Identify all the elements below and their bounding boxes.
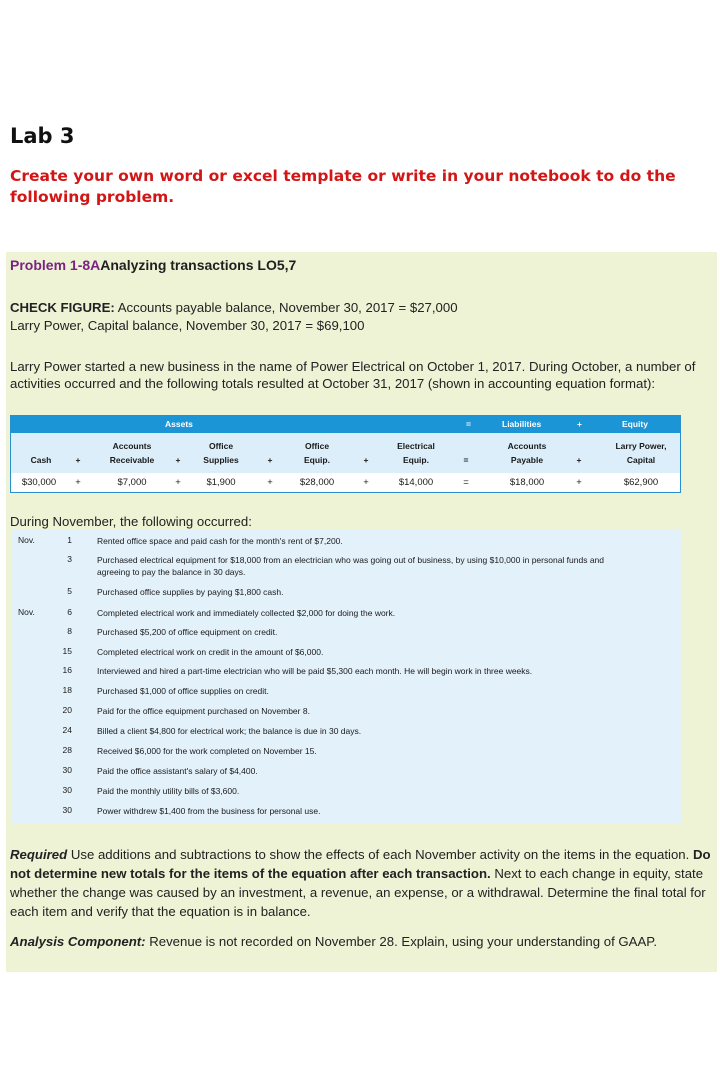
col-ar-l2: Receivable	[109, 455, 155, 465]
analysis-text: Revenue is not recorded on November 28. Explain, using your understanding of GAAP.	[149, 934, 658, 949]
op-6: +	[576, 455, 582, 465]
problem-panel	[6, 252, 717, 842]
transaction-text: Completed electrical work on credit in the amount of $6,000.	[97, 647, 324, 657]
transaction-day: 8	[67, 626, 72, 636]
problem-intro: Larry Power started a new business in the name of Power Electrical on October 1, 2017. During October, a number of activities occurred and the following totals resulted at October 31, 2017 (shown in accounting equation format):	[10, 359, 696, 391]
required-text-1: Use additions and subtractions to show the effects of each November activity on the items in the equation.	[70, 847, 690, 862]
col-ap-l1: Accounts	[507, 441, 547, 451]
col-cap-l2: Capital	[626, 455, 656, 465]
col-oe-l1: Office	[304, 441, 330, 451]
transaction-text: Interviewed and hired a part-time electrician who will be paid $5,300 each month. He will begin work in three weeks.	[97, 666, 533, 676]
val-op-2: +	[175, 477, 181, 488]
instructions-text: Create your own word or excel template or write in your notebook to do the following problem.	[10, 167, 676, 206]
transaction-text: Purchased $1,000 of office supplies on credit.	[97, 686, 269, 696]
col-ee-l1: Electrical	[397, 441, 435, 451]
during-november-label: During November, the following occurred:	[10, 514, 252, 529]
header-plus: +	[577, 419, 582, 429]
val-cap: $62,900	[623, 477, 659, 488]
required-text	[10, 845, 716, 921]
transaction-text: Purchased $5,200 of office equipment on credit.	[97, 627, 278, 637]
header-equals: =	[466, 419, 471, 429]
liabilities-header: Liabilities	[502, 419, 542, 429]
transaction-day: 18	[62, 685, 72, 695]
col-ap-l2: Payable	[510, 455, 544, 465]
equity-header: Equity	[622, 419, 648, 429]
val-oe: $28,000	[299, 477, 335, 488]
val-op-3: +	[267, 477, 273, 488]
transaction-day: 30	[62, 765, 72, 775]
transaction-text: Power withdrew $1,400 from the business for personal use.	[97, 806, 321, 816]
transaction-day: 1	[67, 535, 72, 545]
check-label: CHECK FIGURE:	[10, 300, 115, 315]
transaction-month: Nov.	[18, 607, 35, 617]
required-text-2: Next to each change in equity, state whether the change was caused by an investment, a revenue, an expense, or a withdrawal. Determine the final total for each item and verify that the equation is in balance.	[10, 866, 706, 919]
val-op-5: =	[463, 477, 469, 488]
problem-number: Problem 1-8A	[10, 257, 101, 273]
transaction-day: 16	[62, 665, 72, 675]
transaction-day: 30	[62, 805, 72, 815]
assets-header: Assets	[165, 419, 193, 429]
transactions-list	[12, 530, 681, 824]
analysis-label: Analysis Component:	[10, 934, 146, 949]
op-1: +	[75, 455, 81, 465]
problem-title: Analyzing transactions LO5,7	[100, 257, 297, 273]
check-line-1: Accounts payable balance, November 30, 2017 = $27,000	[117, 300, 458, 315]
check-line-2: Larry Power, Capital balance, November 30, 2017 = $69,100	[10, 318, 365, 333]
transaction-text: Rented office space and paid cash for the month's rent of $7,200.	[97, 536, 343, 546]
val-cash: $30,000	[21, 477, 57, 488]
transaction-text: Received $6,000 for the work completed on November 15.	[97, 746, 317, 756]
val-op-6: +	[576, 477, 582, 488]
val-os: $1,900	[206, 477, 236, 488]
val-ap: $18,000	[509, 477, 545, 488]
transaction-text: Paid for the office equipment purchased on November 8.	[97, 706, 310, 716]
transaction-text: Paid the office assistant's salary of $4,400.	[97, 766, 258, 776]
required-label: Required	[10, 847, 68, 862]
transaction-text: Purchased office supplies by paying $1,800 cash.	[97, 587, 284, 597]
col-cash-l2: Cash	[30, 455, 52, 465]
col-os-l1: Office	[208, 441, 234, 451]
val-ee: $14,000	[398, 477, 434, 488]
col-os-l2: Supplies	[203, 455, 239, 465]
transaction-day: 15	[62, 646, 72, 656]
equation-values	[11, 473, 680, 492]
accounting-equation-table	[10, 415, 681, 493]
transaction-day: 3	[67, 554, 72, 564]
transaction-text: Purchased electrical equipment for $18,000 from an electrician who was going out of business, by using $10,000 in personal funds and agreeing to pay the balance in 30 days.	[97, 555, 605, 577]
required-bold: Do not determine new totals for the items of the equation after each transaction.	[10, 847, 711, 881]
col-cap-l1: Larry Power,	[615, 441, 667, 451]
op-5: =	[463, 455, 469, 465]
val-ar: $7,000	[117, 477, 147, 488]
problem-heading	[10, 257, 296, 273]
val-op-4: +	[363, 477, 369, 488]
col-ee-l2: Equip.	[403, 455, 429, 465]
op-3: +	[267, 455, 273, 465]
transaction-text: Completed electrical work and immediately collected $2,000 for doing the work.	[97, 608, 396, 618]
equation-header	[11, 416, 680, 433]
transaction-day: 30	[62, 785, 72, 795]
page-title: Lab 3	[10, 124, 75, 148]
analysis-component	[10, 932, 716, 951]
col-oe-l2: Equip.	[304, 455, 330, 465]
transaction-month: Nov.	[18, 535, 35, 545]
transaction-day: 20	[62, 705, 72, 715]
transaction-text: Paid the monthly utility bills of $3,600.	[97, 786, 240, 796]
equation-column-headers	[11, 433, 680, 473]
transaction-text: Billed a client $4,800 for electrical work; the balance is due in 30 days.	[97, 726, 362, 736]
val-op-1: +	[75, 477, 81, 488]
transaction-day: 6	[67, 607, 72, 617]
required-panel	[6, 842, 717, 972]
op-2: +	[175, 455, 181, 465]
transaction-day: 5	[67, 586, 72, 596]
transaction-day: 28	[62, 745, 72, 755]
op-4: +	[363, 455, 369, 465]
transaction-day: 24	[62, 725, 72, 735]
check-figure	[10, 299, 458, 335]
col-ar-l1: Accounts	[112, 441, 152, 451]
